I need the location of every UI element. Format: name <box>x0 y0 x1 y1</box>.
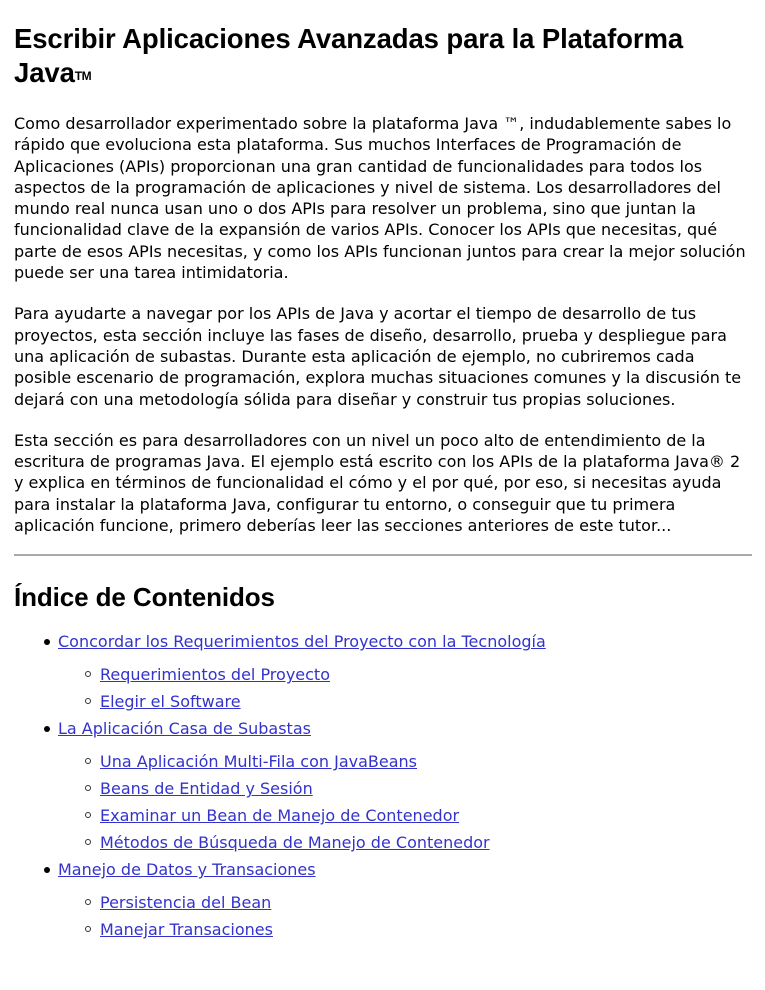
toc-sublist <box>14 748 752 856</box>
toc-link-concordar-requerimientos[interactable]: Concordar los Requerimientos del Proyecto con la Tecnología <box>58 632 546 652</box>
circle-bullet-icon <box>85 698 91 704</box>
toc-link-manejar-transaciones[interactable]: Manejar Transaciones <box>100 920 273 940</box>
toc-sub-item <box>58 748 752 775</box>
toc-link-requerimientos-proyecto[interactable]: Requerimientos del Proyecto <box>100 665 330 685</box>
toc-group <box>14 628 752 715</box>
intro-paragraph-3: Esta sección es para desarrolladores con un nivel un poco alto de entendimiento de la escritura de programas Java. El ejemplo está escrito con los APIs de la plataforma Java® 2 y explica en términos de funcionalidad el cómo y el por qué, por eso, si necesitas ayuda para instalar la plataforma Java, configurar tu entorno, o conseguir que tu primera aplicación funcione, primero deberías leer las secciones anteriores de este tutor... <box>14 430 741 536</box>
trademark-symbol: TM <box>74 69 92 83</box>
toc-sub-item <box>58 829 752 856</box>
toc-sub-item <box>58 916 752 943</box>
intro-paragraph-2: Para ayudarte a navegar por los APIs de Java y acortar el tiempo de desarrollo de tus proyectos, esta sección incluye las fases de diseño, desarrollo, prueba y despliegue para una aplicación de subastas. Durante esta aplicación de ejemplo, no cubriremos cada posible escenario de programación, explora muchas situaciones comunes y la discusión te dejará con una metodología sólida para diseñar y construir tus propias soluciones. <box>14 304 742 409</box>
toc-sublist <box>14 661 752 715</box>
toc-sub-item <box>58 661 752 688</box>
circle-bullet-icon <box>85 785 91 791</box>
toc-heading: Índice de Contenidos <box>14 582 275 613</box>
toc-link-persistencia-bean[interactable]: Persistencia del Bean <box>100 893 272 913</box>
circle-bullet-icon <box>85 671 91 677</box>
toc-link-manejo-datos-transaciones[interactable]: Manejo de Datos y Transaciones <box>58 860 316 880</box>
circle-bullet-icon <box>85 926 91 932</box>
toc-top-level-item <box>14 715 752 742</box>
circle-bullet-icon <box>85 812 91 818</box>
toc-link-aplicacion-multi-fila[interactable]: Una Aplicación Multi-Fila con JavaBeans <box>100 752 418 772</box>
toc-top-level-item <box>14 628 752 655</box>
table-of-contents <box>14 628 752 943</box>
toc-sub-item <box>58 889 752 916</box>
toc-sub-item <box>58 688 752 715</box>
toc-group <box>14 856 752 943</box>
toc-link-aplicacion-casa-subastas[interactable]: La Aplicación Casa de Subastas <box>58 719 311 739</box>
toc-sub-item <box>58 775 752 802</box>
disc-bullet-icon <box>44 867 50 873</box>
circle-bullet-icon <box>85 758 91 764</box>
disc-bullet-icon <box>44 639 50 645</box>
toc-link-metodos-busqueda-manejo[interactable]: Métodos de Búsqueda de Manejo de Contenedor <box>100 833 490 853</box>
intro-paragraph-1: Como desarrollador experimentado sobre la plataforma Java ™, indudablemente sabes lo rápido que evoluciona esta plataforma. Sus muchos Interfaces de Programación de Aplicaciones (APIs) proporcionan una gran cantidad de funcionalidades para todos los aspectos de la programación de aplicaciones y nivel de sistema. Los desarrolladores del mundo real nunca usan uno o dos APIs para resolver un problema, sino que juntan la funcionalidad clave de la expansión de varios APIs. Conocer los APIs que necesitas, qué parte de esos APIs necesitas, y como los APIs funcionan juntos para crear la mejor solución puede ser una tarea intimidatoria. <box>14 114 746 283</box>
toc-top-level-item <box>14 856 752 883</box>
toc-link-elegir-software[interactable]: Elegir el Software <box>100 692 241 712</box>
toc-sub-item <box>58 802 752 829</box>
page-title-text: Escribir Aplicaciones Avanzadas para la Plataforma Java <box>14 23 684 88</box>
disc-bullet-icon <box>44 726 50 732</box>
page-title <box>14 22 752 93</box>
toc-link-beans-entidad-sesion[interactable]: Beans de Entidad y Sesión <box>100 779 313 799</box>
toc-sublist <box>14 889 752 943</box>
section-divider <box>14 554 752 556</box>
circle-bullet-icon <box>85 839 91 845</box>
toc-group <box>14 715 752 856</box>
circle-bullet-icon <box>85 899 91 905</box>
toc-link-examinar-bean-manejo[interactable]: Examinar un Bean de Manejo de Contenedor <box>100 806 460 826</box>
